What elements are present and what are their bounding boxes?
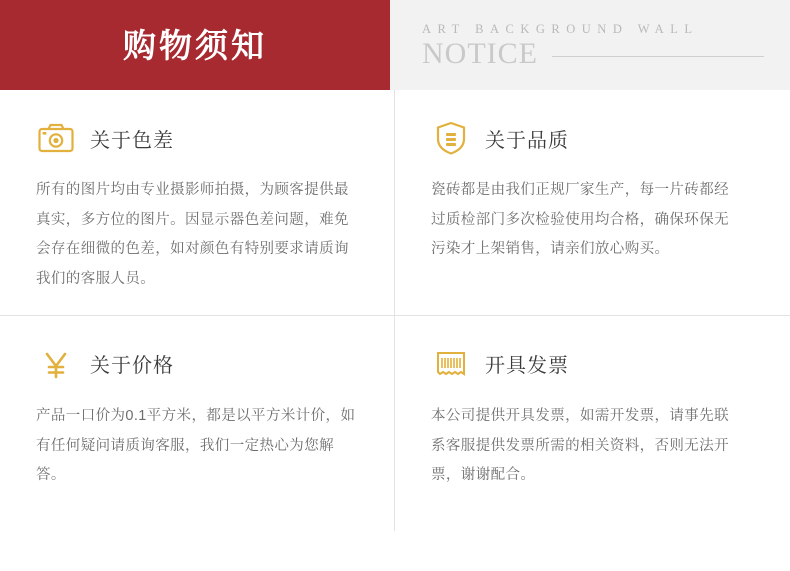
notice-item-quality	[395, 90, 790, 316]
notice-grid	[0, 90, 790, 531]
notice-item-body: 本公司提供开具发票，如需开发票，请事先联系客服提供发票所需的相关资料，否则无法开票，谢谢配合。	[431, 407, 729, 484]
notice-item-header	[431, 342, 754, 386]
yuan-price-icon	[36, 344, 76, 384]
notice-item-body: 产品一口价为0.1平方米，都是以平方米计价，如有任何疑问请质询客服，我们一定热心为您解答。	[36, 407, 356, 484]
notice-item-color-difference	[0, 90, 395, 316]
header-subtitle-large: NOTICE	[422, 36, 538, 70]
header-subtitle-block	[390, 0, 790, 90]
notice-row-2	[0, 316, 790, 531]
notice-item-title: 关于色差	[90, 129, 174, 152]
page-header	[0, 0, 790, 90]
invoice-icon	[431, 344, 471, 384]
header-title-block	[0, 0, 390, 90]
notice-item-header	[36, 116, 358, 160]
notice-item-body: 所有的图片均由专业摄影师拍摄，为顾客提供最真实，多方位的图片。因显示器色差问题，难免会存在细微的色差，如对颜色有特别要求请质询我们的客服人员。	[36, 182, 349, 288]
notice-item-body: 瓷砖都是由我们正规厂家生产，每一片砖都经过质检部门多次检验使用均合格，确保环保无污染才上架销售，请亲们放心购买。	[431, 182, 729, 258]
camera-icon	[36, 118, 76, 158]
notice-item-price	[0, 316, 395, 531]
notice-item-header	[431, 116, 754, 160]
header-divider-line	[552, 56, 764, 57]
notice-item-title: 关于品质	[485, 129, 569, 152]
notice-item-title: 关于价格	[90, 355, 174, 378]
notice-item-header	[36, 342, 358, 386]
page-title: 购物须知	[123, 26, 267, 64]
notice-row-1	[0, 90, 790, 316]
header-subtitle-small: ART BACKGROUND WALL	[422, 21, 699, 36]
header-subtitle-row	[422, 36, 790, 70]
notice-item-invoice	[395, 316, 790, 531]
shield-quality-icon	[431, 118, 471, 158]
footer-spacer	[0, 531, 790, 571]
notice-item-title: 开具发票	[485, 355, 569, 378]
